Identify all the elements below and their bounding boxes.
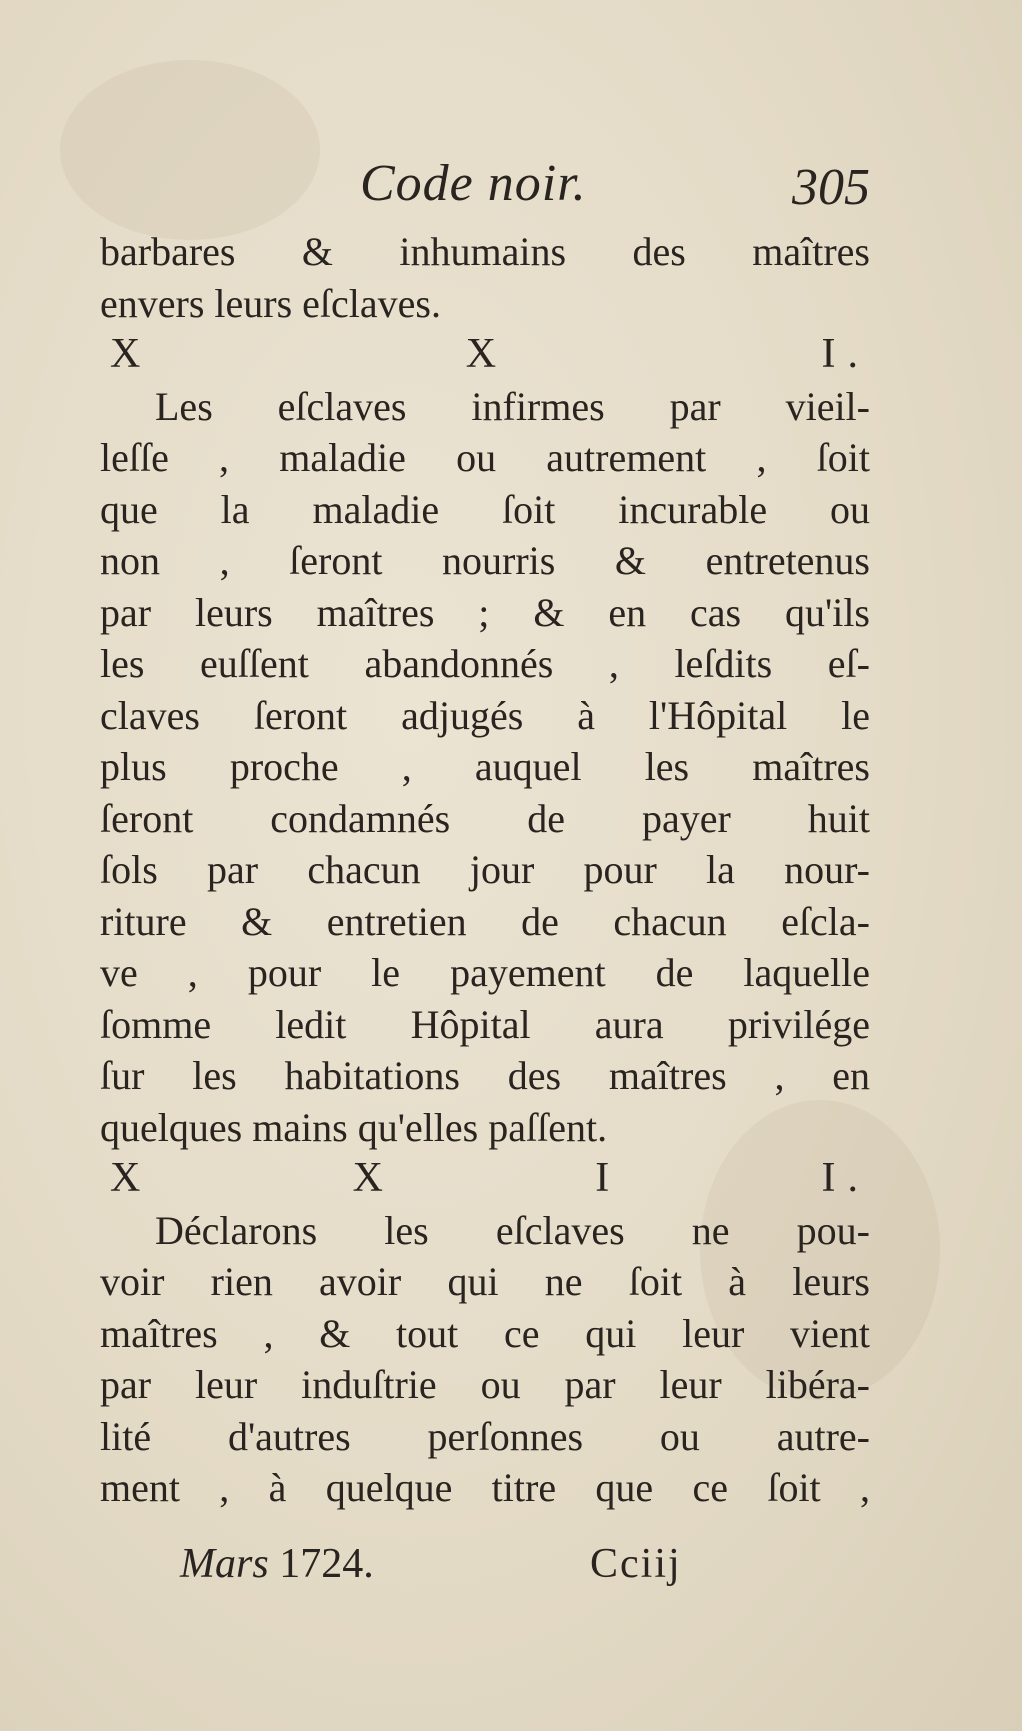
text-line: ment , à quelque titre que ce ſoit , xyxy=(100,1465,870,1510)
footer-month: Mars xyxy=(180,1541,269,1587)
text-line: voir rien avoir qui ne ſoit à leurs xyxy=(100,1259,870,1304)
text-line: claves ſeront adjugés à l'Hôpital le xyxy=(100,692,870,738)
text-line: barbares & inhumains des maîtres xyxy=(100,229,870,274)
text-line: quelques mains qu'elles paſſent. xyxy=(100,1104,608,1150)
text-line: leſſe , maladie ou autrement , ſoit xyxy=(100,435,870,480)
text-line: Les eſclaves infirmes par vieil- xyxy=(155,383,870,429)
text-line: par leur induſtrie ou par leur libéra- xyxy=(100,1362,870,1407)
text-line: maîtres , & tout ce qui leur vient xyxy=(100,1310,870,1356)
text-line: les euſſent abandonnés , leſdits eſ- xyxy=(100,641,870,686)
text-line: ſomme ledit Hôpital aura privilége xyxy=(100,1001,870,1047)
article-heading: X X I I. xyxy=(110,1155,870,1201)
text-line: par leurs maîtres ; & en cas qu'ils xyxy=(100,589,870,635)
page-footer xyxy=(100,1540,870,1600)
page-header xyxy=(100,150,870,220)
signature-mark: Cciij xyxy=(590,1541,682,1587)
text-line: ſols par chacun jour pour la nour- xyxy=(100,847,870,892)
text-line: ve , pour le payement de laquelle xyxy=(100,950,870,995)
footer-date xyxy=(180,1540,374,1588)
article-heading: X X I. xyxy=(110,331,870,377)
body-text xyxy=(100,226,870,1514)
text-line: lité d'autres perſonnes ou autre- xyxy=(100,1413,870,1459)
footer-year: 1724. xyxy=(279,1541,374,1587)
text-line: que la maladie ſoit incurable ou xyxy=(100,486,870,532)
page-number: 305 xyxy=(792,159,870,216)
running-title: Code noir. xyxy=(360,155,587,212)
text-line: riture & entretien de chacun eſcla- xyxy=(100,898,870,944)
text-line: Déclarons les eſclaves ne pou- xyxy=(155,1207,870,1253)
text-line: plus proche , auquel les maîtres xyxy=(100,744,870,789)
text-line: ſeront condamnés de payer huit xyxy=(100,795,870,841)
text-line: ſur les habitations des maîtres , en xyxy=(100,1053,870,1098)
text-line: envers leurs eſclaves. xyxy=(100,280,441,326)
text-line: non , ſeront nourris & entretenus xyxy=(100,538,870,583)
